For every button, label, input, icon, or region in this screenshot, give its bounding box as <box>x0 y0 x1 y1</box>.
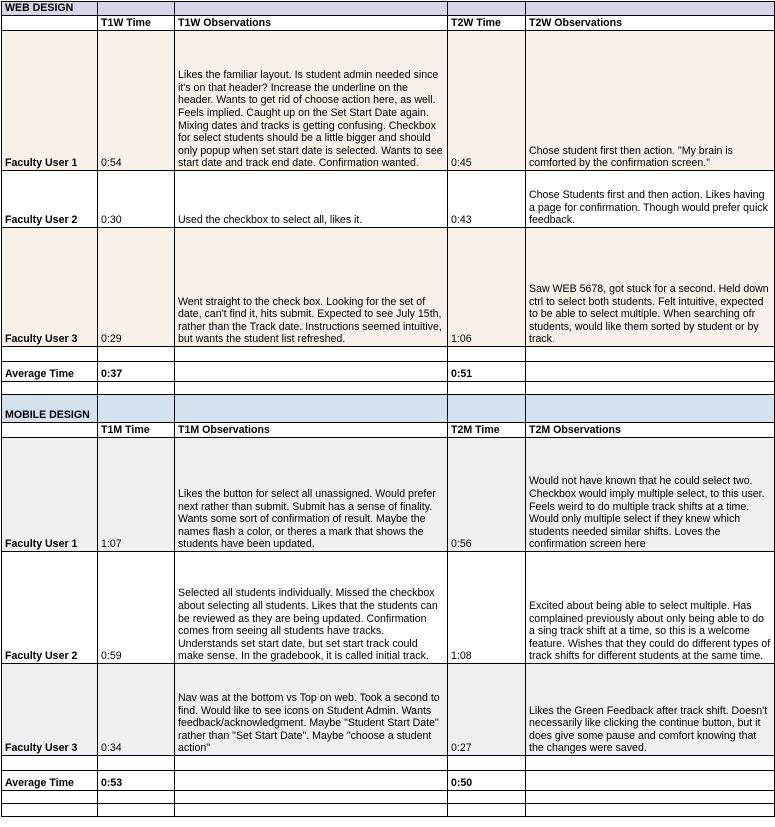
column-header: T2W Observations <box>526 16 775 31</box>
column-header-row <box>2 423 775 438</box>
table-row <box>2 171 775 228</box>
spacer-row <box>2 791 775 804</box>
task-time: 0:45 <box>448 31 526 171</box>
user-label: Faculty User 2 <box>2 552 98 664</box>
section-title-row <box>2 395 775 423</box>
user-label: Faculty User 2 <box>2 171 98 228</box>
usability-results-table <box>1 1 775 817</box>
average-time: 0:51 <box>448 362 526 382</box>
table-row <box>2 664 775 756</box>
task-time: 1:06 <box>448 228 526 347</box>
column-header: T1W Time <box>98 16 175 31</box>
average-time: 0:50 <box>448 771 526 791</box>
task-time: 0:34 <box>98 664 175 756</box>
observation-text: Likes the button for select all unassigned. Would prefer next rather than submit. Submit has a sense of finality. Wants some sort of confirmation of result. Maybe the names flash a color, or theres a mark that shows the students have been updated. <box>175 438 448 552</box>
average-row <box>2 771 775 791</box>
table-row <box>2 552 775 664</box>
average-row <box>2 362 775 382</box>
column-header: T2M Observations <box>526 423 775 438</box>
average-time: 0:53 <box>98 771 175 791</box>
table-row <box>2 228 775 347</box>
task-time: 0:29 <box>98 228 175 347</box>
spacer-row <box>2 804 775 817</box>
column-header: T1M Observations <box>175 423 448 438</box>
spacer-row <box>2 347 775 362</box>
observation-text: Chose student first then action. "My brain is comforted by the confirmation screen." <box>526 31 775 171</box>
task-time: 0:43 <box>448 171 526 228</box>
observation-text: Would not have known that he could select two. Checkbox would imply multiple select, to this user. Feels weird to do multiple track shifts at a time. Would only multiple select if they knew which students needed similar shifts. Loves the confirmation screen here <box>526 438 775 552</box>
column-header: T2W Time <box>448 16 526 31</box>
task-time: 1:08 <box>448 552 526 664</box>
observation-text: Selected all students individually. Missed the checkbox about selecting all students. Likes that the students can be reviewed as they are being updated. Confirmation comes from seeing all students have tracks. Understands set start date, but set start track could make sense. In the gradebook, it is called initial track. <box>175 552 448 664</box>
user-label: Faculty User 3 <box>2 228 98 347</box>
observation-text: Nav was at the bottom vs Top on web. Took a second to find. Would like to see icons on Student Admin. Wants feedback/acknowledgment. Maybe "Student Start Date" rather than "Set Start Date". Maybe "choose a student action" <box>175 664 448 756</box>
column-header: T1M Time <box>98 423 175 438</box>
section-title: WEB DESIGN <box>2 2 98 16</box>
column-header-row <box>2 16 775 31</box>
observation-text: Saw WEB 5678, got stuck for a second. Held down ctrl to select both students. Felt intuitive, expected to be able to select multiple. When searching ofr students, would like them sorted by student or by track. <box>526 228 775 347</box>
column-header: T1W Observations <box>175 16 448 31</box>
user-label: Faculty User 3 <box>2 664 98 756</box>
column-header: T2M Time <box>448 423 526 438</box>
observation-text: Went straight to the check box. Looking for the set of date, can't find it, hits submit. Expected to see July 15th, rather than the Track date. Instructions seemed intuitive, but wants the student list refreshed. <box>175 228 448 347</box>
task-time: 0:27 <box>448 664 526 756</box>
section-title-row <box>2 2 775 16</box>
spacer-row <box>2 756 775 771</box>
observation-text: Likes the Green Feedback after track shift. Doesn't necessarily like clicking the continue button, but it does give some pause and comfort knowing that the changes were saved. <box>526 664 775 756</box>
table-row <box>2 438 775 552</box>
task-time: 0:30 <box>98 171 175 228</box>
section-title: MOBILE DESIGN <box>2 395 98 423</box>
average-label: Average Time <box>2 771 98 791</box>
task-time: 0:56 <box>448 438 526 552</box>
task-time: 0:54 <box>98 31 175 171</box>
user-label: Faculty User 1 <box>2 31 98 171</box>
observation-text: Used the checkbox to select all, likes it. <box>175 171 448 228</box>
average-time: 0:37 <box>98 362 175 382</box>
table-row <box>2 31 775 171</box>
user-label: Faculty User 1 <box>2 438 98 552</box>
observation-text: Likes the familiar layout. Is student admin needed since it's on that header? Increase the underline on the header. Wants to get rid of choose action here, as well. Feels implied. Caught up on the Set Start Date again. Mixing dates and tracks is getting confusing. Checkbox for select students should be a little bigger and should only popup when set start date is selected. Wants to see start date and track end date. Confirmation wanted. <box>175 31 448 171</box>
task-time: 0:59 <box>98 552 175 664</box>
average-label: Average Time <box>2 362 98 382</box>
observation-text: Chose Students first and then action. Likes having a page for confirmation. Though would prefer quick feedback. <box>526 171 775 228</box>
spacer-row <box>2 382 775 395</box>
task-time: 1:07 <box>98 438 175 552</box>
observation-text: Excited about being able to select multiple. Has complained previously about only being able to do a sing track shift at a time, so this is a welcome feature. Wishes that they could do different types of track shifts for different students at the same time. <box>526 552 775 664</box>
